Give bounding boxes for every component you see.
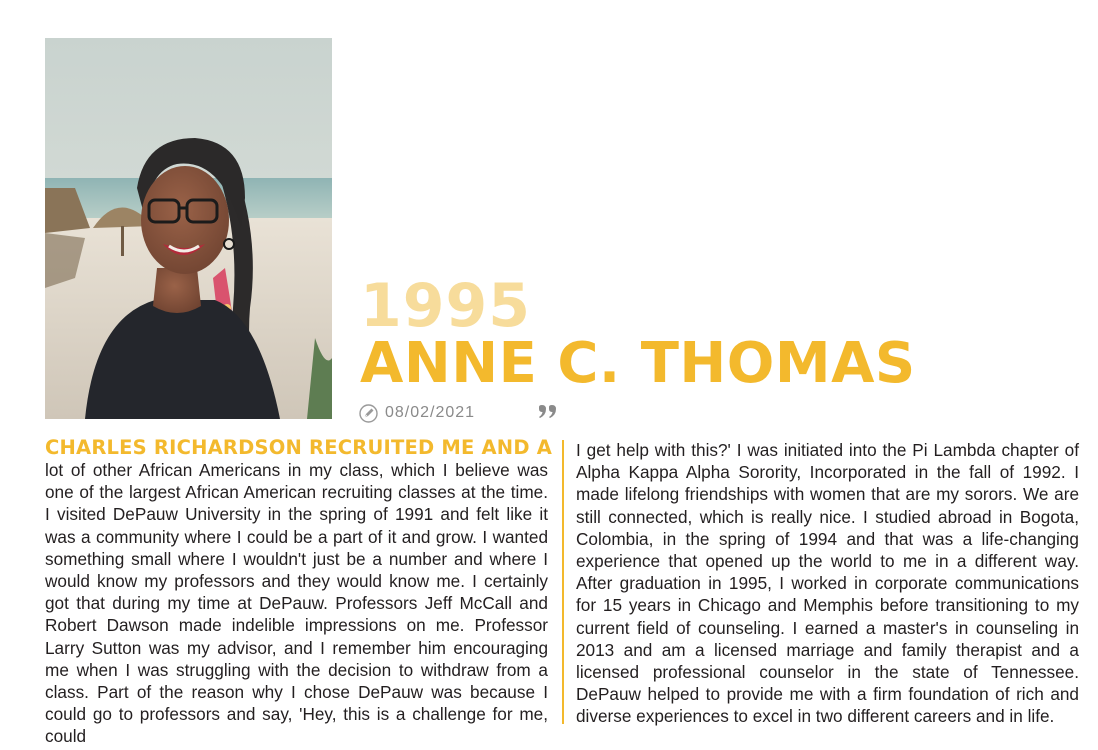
article-meta bbox=[359, 403, 475, 423]
article-column-right bbox=[576, 439, 1079, 728]
class-year: 1995 bbox=[360, 271, 531, 341]
lead-in-heading: CHARLES RICHARDSON RECRUITED ME AND A bbox=[45, 436, 552, 459]
column-left-text: lot of other African Americans in my class, which I believe was one of the largest African American recruiting classes at the time. I visited DePauw University in the spring of 1991 and felt like it was a community where I could be a part of it and grow. I wanted something small where I wouldn't just be a number and where I would know my professors and they would know me. I certainly got that during my time at DePauw. Professors Jeff McCall and Robert Dawson made indelible impressions on me. Professor Larry Sutton was my advisor, and I remember him encouraging me when I was struggling with the decision to withdraw from a class. Part of the reason why I chose DePauw was because I could go to professors and say, 'Hey, this is a challenge for me, could bbox=[45, 460, 548, 747]
article-column-left bbox=[45, 436, 552, 748]
column-right-text: I get help with this?' I was initiated into the Pi Lambda chapter of Alpha Kappa Alpha Sorority, Incorporated in the fall of 1992. I made lifelong friendships with women that are my sorors. We are still connected, which is really nice. I studied abroad in Bogota, Colombia, in the spring of 1994 and that was a life-changing experience that opened up the world to me in a different way. After graduation in 1995, I worked in corporate communications for 15 years in Chicago and Memphis before transitioning to my current field of counseling. I earned a master's in counseling in 2013 and am a licensed marriage and family therapist and a licensed professional counselor in the state of Tennessee. DePauw helped to provide me with a firm foundation of rich and diverse experiences to excel in two different careers and in life. bbox=[576, 440, 1079, 727]
column-divider bbox=[562, 440, 564, 724]
pen-icon bbox=[359, 404, 378, 423]
alumna-name: ANNE C. THOMAS bbox=[360, 331, 916, 396]
publish-date: 08/02/2021 bbox=[385, 404, 476, 421]
portrait-photo bbox=[45, 38, 332, 419]
quote-icon bbox=[537, 405, 559, 419]
